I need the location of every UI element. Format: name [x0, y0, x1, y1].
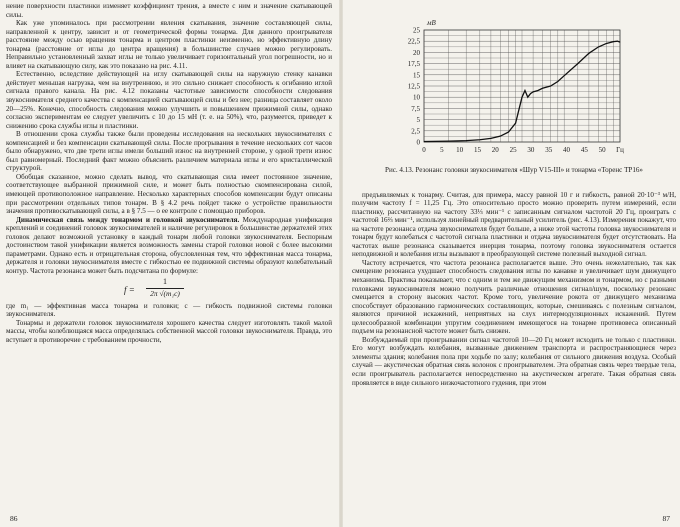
book-gutter: [339, 0, 343, 527]
x-tick-label: 0: [422, 146, 426, 154]
data-point: [542, 88, 543, 89]
y-tick-label: 10: [413, 93, 420, 102]
figure-4-13: [352, 2, 676, 166]
y-tick-label: 5: [416, 116, 420, 125]
formula-numerator: 1: [163, 276, 167, 286]
right-page: [344, 0, 680, 527]
data-point: [564, 75, 565, 76]
data-point: [491, 138, 492, 139]
left-page: [0, 0, 338, 527]
x-tick-label: 10: [456, 146, 464, 154]
figure-caption: Рис. 4.13. Резонанс головки звукоснимателя «Шур V15-III» и тонарма «Торенс ТР16»: [385, 166, 643, 174]
data-point: [479, 139, 480, 140]
data-point: [620, 42, 621, 43]
data-point: [500, 136, 501, 137]
data-point: [530, 93, 531, 94]
x-tick-label: 35: [545, 146, 553, 154]
paragraph: где m₁ — эффективная масса тонарма и головки; c — гибкость подвижной системы головки звукоснимателя.: [6, 301, 332, 319]
x-tick-label: 5: [440, 146, 444, 154]
x-tick-label: 40: [563, 146, 571, 154]
y-tick-label: 20: [413, 48, 420, 57]
data-point: [448, 141, 449, 142]
y-tick-label: 7,5: [411, 104, 420, 113]
formula-lhs: f =: [124, 284, 135, 295]
paragraph: В отношении срока службы также были проведены исследования на нескольких звукоснимателях с компенсацией и без компенсации скатывающей силы. После прогрывания в течение нескольких сот часов было обнаружено, что две трети иглы имели больший износ на внутренней стороне, у одной трети износ был равномерный. Последний факт можно объяснить различием материала иглы и его кристаллической структурой.: [6, 130, 332, 173]
data-point: [525, 90, 526, 91]
paragraph: Обобщая сказанное, можно сделать вывод, что скатывающая сила имеет постоянное значение, соответствующее выбранной прижимной силе, и может быть полностью скомпенсирована силой, имеющей противоположное направление. Несколько характерных способов компенсации будут описаны при рассмотрении отдельных типов тонарм. В § 4.2 речь пойдет также о устройстве правильности значения противоскатывающей силы, а в § 7.5 — о ее контроле с помощью приборов.: [6, 172, 332, 216]
data-point: [617, 41, 618, 42]
paragraph: Естественно, вследствие действующей на иглу скатывающей силы на наружную стенку канавки действует меньшая нагрузка, чем на внутреннюю, и это сильно снижает способность к огибанию иглой сигнала правого канала. На рис. 4.12 показаны частотные зависимости способности следования звукоснимателя среднего качества с компенсацией скатывающей силы и без нее; разница составляет около 20—25%. Конечно, способность следования можно улучшить и повышением прижимной силы, однако согласно экспериментам ее следует увеличить с 10 до 15 мН (т. е. на 50%), что, разумеется, приведет к снижению срока службы иглы и пластинки.: [6, 70, 332, 130]
data-point: [606, 43, 607, 44]
x-tick-label: 50: [598, 146, 606, 154]
page-number: 87: [662, 514, 670, 523]
x-tick-label: 30: [527, 146, 535, 154]
data-point: [557, 81, 558, 82]
y-tick-label: 0: [416, 138, 420, 147]
formula-denominator: 2π √(m₁c): [150, 288, 180, 298]
section-text: Международная унификация креплений и соединений головок звукоснимателей и наличие регулировок в большинстве держателей этих головок делают возможной установку в каждый тонарм любой головки звукоснимателя. Беспорным достоинством такой унификации является возможность замены старой головки новой с более высокими параметрами. Однако есть и отрицательная сторона, обусловленная тем, что эффективная масса тонарма, держателя и головки звукоснимателя вместе с гибкостью ее подвижной системы образуют колебательный контур. Частота резонанса может быть подсчитана по формуле:: [6, 215, 332, 275]
x-tick-label: 15: [473, 146, 481, 154]
y-tick-label: 12,5: [407, 82, 420, 91]
section-paragraph: [6, 216, 332, 276]
y-unit-label: мВ: [427, 19, 436, 27]
paragraph: нение поверхности пластинки изменяет коэффициент трения, а вместе с ним и значение скатывающей силы.: [6, 2, 332, 19]
data-point: [528, 97, 529, 98]
resonance-chart: [386, 14, 636, 162]
paragraph: Возбуждаемый при проигрывании сигнал частотой 10—20 Гц может исходить не только с пластинки. Его могут возбуждать колебания, вызванные движением транспорта и распространяющиеся через элементы здания; колебания пола при ходьбе по залу; колебания от сильного движения воздуха. Особый случай — акустическая обратная связь колонок с проигрывателем. Эта обратная связь через твердые тела, если проигрыватель располагается непосредственно на акустическом агрегате. Такая обратная связь проявляется в виде сильного низкочастотного гудения, при этом: [352, 335, 676, 387]
data-point: [522, 97, 523, 98]
x-tick-label: 20: [491, 146, 499, 154]
x-tick-label: 45: [580, 146, 588, 154]
x-tick-label: 25: [509, 146, 517, 154]
data-point: [424, 141, 425, 142]
y-tick-label: 25: [413, 26, 420, 35]
data-point: [538, 90, 539, 91]
page-number: 86: [10, 514, 18, 523]
data-point: [466, 140, 467, 141]
data-point: [598, 47, 599, 48]
section-heading: Динамическая связь между тонармом и головкой звукоснимателя.: [16, 215, 240, 224]
y-tick-label: 17,5: [407, 60, 420, 69]
data-point: [515, 123, 516, 124]
x-tick-label: Гц: [616, 146, 624, 154]
data-point: [589, 53, 590, 54]
y-tick-label: 22,5: [407, 37, 420, 46]
paragraph: Частоту встречается, что частота резонанса располагается выше. Это очень нежелательно, так как смещение резонанса ухудшает способность следования иглы по канавке и увеличивает шум движущего механизма. Практика показывает, что с одним и тем же движущим механизмом и тонармом, но с разными головками звукоснимателя можно получить различные отношения сигнал/шум, поскольку резонанс смещается в сторону высоких частот. Кроме того, увеличение рокота от движущего механизма способствует образованию гармонических составляющих, которые, смешиваясь с полезным сигналом, являются причиной искажений, неприятных на слух интермодуляционных искажений. Путем целесообразной комбинации упругим соединением имеющегося на тонарме противовеса описанный подъем на резонансной частоте может быть снижен.: [352, 258, 676, 336]
data-point: [613, 41, 614, 42]
paragraph: Тонармы и держатели головок звукоснимателя хорошего качества следует изготовлять такой малой массы, чтобы колеблющаяся масса определялась собственной массой головки звукоснимателя. Правда, это вступает в противоречие с требованием прочности,: [6, 318, 332, 344]
data-point: [550, 86, 551, 87]
y-tick-label: 2,5: [411, 127, 420, 136]
data-point: [533, 92, 534, 93]
paragraph: предъявляемых к тонарму. Считая, для примера, массу равной 10 г и гибкость, равной 20·10⁻³ м/Н, получим частоту f = 11,25 Гц. Это относительно просто можно проверить путем измерений, если пластинку, рассчитанную на частоту 33⅓ мин⁻¹ с записанным сигналом частотой 20 Гц, проиграть с частотой 16⅔ мин⁻¹, используя линейный предварительный усилитель (рис. 4.13). Измерения покажут, что на частоте резонанса отдача звукоснимателя будет больше, а ниже этой частоты головка звукоснимателя и тонарм будут колебаться с частотой сигнала пластинки и отдача звукоснимателя будет отсутствовать. На частотах выше резонанса сказывается инерция тонарма, поэтому головка звукоснимателя остается неподвижной и колебания иглы вызывают в преобразующей системе полезный выходной сигнал.: [352, 190, 676, 259]
resonance-formula: [6, 277, 332, 301]
data-point: [508, 132, 509, 133]
data-point: [577, 63, 578, 64]
paragraph: Как уже упоминалось при рассмотрении явления скатывания, значение составляющей силы, направленной к центру, зависит и от геометрической формы тонарма. Для данного проигрывателя расстояние между осью вращения тонарма и центром пластинки неизменно, но эффективную длину тонарма (расстояние от иглы до центра вращения) в большинстве случаев можно регулировать. Неправильно установленный захват иглы не только увеличивает горизонтальный угол погрешности, но и влияет на скатывающую силу, как это показано на рис. 4.11.: [6, 19, 332, 70]
y-tick-label: 15: [413, 71, 420, 80]
